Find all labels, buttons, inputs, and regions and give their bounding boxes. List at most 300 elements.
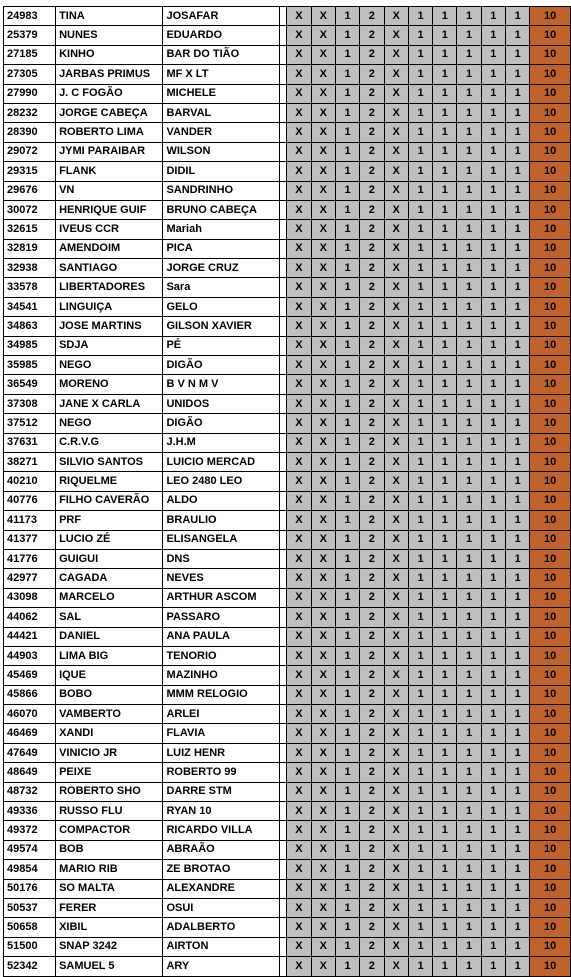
pick-cell: 1 xyxy=(335,918,359,937)
pick-cell: X xyxy=(287,336,311,355)
entry-name-a: LUCIO ZÉ xyxy=(56,530,163,549)
pick-cell: 1 xyxy=(335,840,359,859)
pick-cell: 1 xyxy=(457,666,481,685)
pick-cell: X xyxy=(287,84,311,103)
pick-cell: 2 xyxy=(360,821,384,840)
pick-cell: X xyxy=(311,356,335,375)
pick-cell: X xyxy=(311,802,335,821)
entry-name-b: PASSARO xyxy=(163,608,280,627)
pick-cell: X xyxy=(384,511,408,530)
pick-cell: 1 xyxy=(335,511,359,530)
pick-cell: 1 xyxy=(505,452,529,471)
entry-name-b: MICHELE xyxy=(163,84,280,103)
pick-cell: 1 xyxy=(408,433,432,452)
entry-name-a: RUSSO FLU xyxy=(56,802,163,821)
pick-cell: 1 xyxy=(457,181,481,200)
column-separator xyxy=(280,705,287,724)
pick-cell: 2 xyxy=(360,297,384,316)
pick-cell: X xyxy=(384,259,408,278)
pick-cell: 2 xyxy=(360,452,384,471)
pick-cell: 1 xyxy=(481,162,505,181)
column-separator xyxy=(280,45,287,64)
table-row xyxy=(4,646,571,665)
entry-name-a: MORENO xyxy=(56,375,163,394)
pick-cell: X xyxy=(311,317,335,336)
entry-name-b: MMM RELOGIO xyxy=(163,685,280,704)
pick-cell: 1 xyxy=(505,7,529,26)
pick-cell: 1 xyxy=(433,957,457,976)
entry-name-a: ROBERTO LIMA xyxy=(56,123,163,142)
pick-cell: 1 xyxy=(408,452,432,471)
table-row xyxy=(4,743,571,762)
entry-code: 48649 xyxy=(4,763,56,782)
entry-name-b: MAZINHO xyxy=(163,666,280,685)
pick-cell: X xyxy=(287,259,311,278)
pick-cell: 1 xyxy=(335,666,359,685)
pick-cell: 1 xyxy=(408,782,432,801)
total-cell: 10 xyxy=(530,879,571,898)
total-cell: 10 xyxy=(530,7,571,26)
pick-cell: 1 xyxy=(481,666,505,685)
pick-cell: X xyxy=(384,860,408,879)
entry-code: 50658 xyxy=(4,918,56,937)
pick-cell: 1 xyxy=(408,162,432,181)
entry-name-a: FILHO CAVERÃO xyxy=(56,491,163,510)
pick-cell: 1 xyxy=(505,879,529,898)
pick-cell: 1 xyxy=(457,356,481,375)
pick-cell: X xyxy=(311,666,335,685)
pick-cell: 1 xyxy=(408,627,432,646)
pick-cell: 2 xyxy=(360,84,384,103)
column-separator xyxy=(280,530,287,549)
table-row xyxy=(4,7,571,26)
pick-cell: 2 xyxy=(360,608,384,627)
table-row xyxy=(4,297,571,316)
pick-cell: 1 xyxy=(433,879,457,898)
entry-name-b: FLAVIA xyxy=(163,724,280,743)
entry-code: 27185 xyxy=(4,45,56,64)
pick-cell: 1 xyxy=(433,472,457,491)
entry-code: 30072 xyxy=(4,200,56,219)
pick-cell: 1 xyxy=(481,220,505,239)
pick-cell: 1 xyxy=(505,259,529,278)
total-cell: 10 xyxy=(530,821,571,840)
total-cell: 10 xyxy=(530,181,571,200)
pick-cell: X xyxy=(384,7,408,26)
pick-cell: X xyxy=(384,200,408,219)
table-row xyxy=(4,103,571,122)
column-separator xyxy=(280,879,287,898)
pick-cell: X xyxy=(311,724,335,743)
table-row xyxy=(4,433,571,452)
column-separator xyxy=(280,627,287,646)
table-row xyxy=(4,937,571,956)
entry-name-a: NEGO xyxy=(56,414,163,433)
pick-cell: X xyxy=(384,84,408,103)
pick-cell: 1 xyxy=(481,491,505,510)
pick-cell: X xyxy=(311,200,335,219)
pick-cell: X xyxy=(384,840,408,859)
pick-cell: X xyxy=(287,452,311,471)
column-separator xyxy=(280,918,287,937)
pick-cell: 1 xyxy=(433,666,457,685)
pick-cell: 1 xyxy=(505,549,529,568)
pick-cell: 1 xyxy=(481,918,505,937)
pick-cell: 1 xyxy=(335,26,359,45)
pick-cell: 1 xyxy=(505,743,529,762)
column-separator xyxy=(280,394,287,413)
pick-cell: 1 xyxy=(505,84,529,103)
entry-code: 50176 xyxy=(4,879,56,898)
total-cell: 10 xyxy=(530,200,571,219)
pick-cell: 1 xyxy=(408,491,432,510)
column-separator xyxy=(280,103,287,122)
pick-cell: 1 xyxy=(481,123,505,142)
column-separator xyxy=(280,937,287,956)
column-separator xyxy=(280,957,287,976)
table-row xyxy=(4,394,571,413)
total-cell: 10 xyxy=(530,608,571,627)
pick-cell: X xyxy=(384,220,408,239)
entry-code: 36549 xyxy=(4,375,56,394)
pick-cell: 2 xyxy=(360,763,384,782)
pick-cell: X xyxy=(311,608,335,627)
table-row xyxy=(4,45,571,64)
pick-cell: 1 xyxy=(335,297,359,316)
pick-cell: 1 xyxy=(335,588,359,607)
pick-cell: 1 xyxy=(457,220,481,239)
pick-cell: 1 xyxy=(433,608,457,627)
pick-cell: 2 xyxy=(360,123,384,142)
pick-cell: 1 xyxy=(335,394,359,413)
pick-cell: 1 xyxy=(481,394,505,413)
table-row xyxy=(4,278,571,297)
entry-name-b: DNS xyxy=(163,549,280,568)
entry-code: 44903 xyxy=(4,646,56,665)
pick-cell: X xyxy=(287,937,311,956)
column-separator xyxy=(280,297,287,316)
table-row xyxy=(4,685,571,704)
pick-cell: 1 xyxy=(457,898,481,917)
entry-code: 46469 xyxy=(4,724,56,743)
pick-cell: 1 xyxy=(408,297,432,316)
pick-cell: X xyxy=(384,957,408,976)
pick-cell: X xyxy=(384,123,408,142)
entry-name-a: DANIEL xyxy=(56,627,163,646)
entry-code: 29315 xyxy=(4,162,56,181)
pick-cell: 1 xyxy=(505,45,529,64)
pick-cell: 1 xyxy=(408,394,432,413)
pick-cell: 1 xyxy=(481,763,505,782)
pick-cell: X xyxy=(287,103,311,122)
pick-cell: 1 xyxy=(408,549,432,568)
pick-cell: 1 xyxy=(505,375,529,394)
column-separator xyxy=(280,181,287,200)
table-row xyxy=(4,239,571,258)
entry-name-b: UNIDOS xyxy=(163,394,280,413)
pick-cell: X xyxy=(311,743,335,762)
pick-cell: 1 xyxy=(505,588,529,607)
pick-cell: 1 xyxy=(457,336,481,355)
pick-cell: X xyxy=(384,685,408,704)
pick-cell: 2 xyxy=(360,802,384,821)
pick-cell: 1 xyxy=(457,511,481,530)
total-cell: 10 xyxy=(530,840,571,859)
pick-cell: X xyxy=(287,220,311,239)
pick-cell: 1 xyxy=(408,317,432,336)
pick-cell: 1 xyxy=(481,782,505,801)
pick-cell: 1 xyxy=(505,433,529,452)
entry-code: 35985 xyxy=(4,356,56,375)
total-cell: 10 xyxy=(530,65,571,84)
pick-cell: X xyxy=(311,123,335,142)
table-row xyxy=(4,860,571,879)
pick-cell: X xyxy=(384,26,408,45)
entry-code: 37631 xyxy=(4,433,56,452)
pick-cell: 1 xyxy=(433,433,457,452)
pick-cell: 1 xyxy=(457,937,481,956)
pick-cell: 2 xyxy=(360,511,384,530)
entry-name-a: SAL xyxy=(56,608,163,627)
pick-cell: X xyxy=(384,394,408,413)
entry-code: 29676 xyxy=(4,181,56,200)
pick-cell: X xyxy=(287,549,311,568)
pick-cell: 1 xyxy=(505,957,529,976)
pick-cell: X xyxy=(287,26,311,45)
pick-cell: 1 xyxy=(505,918,529,937)
pick-cell: X xyxy=(384,763,408,782)
entry-code: 34541 xyxy=(4,297,56,316)
pick-cell: 1 xyxy=(457,162,481,181)
pick-cell: X xyxy=(287,782,311,801)
entry-code: 45469 xyxy=(4,666,56,685)
pick-cell: X xyxy=(287,957,311,976)
pick-cell: 1 xyxy=(408,181,432,200)
pick-cell: 1 xyxy=(335,45,359,64)
pick-cell: 1 xyxy=(335,142,359,161)
pick-cell: 1 xyxy=(505,763,529,782)
pick-cell: 1 xyxy=(433,394,457,413)
pick-cell: 1 xyxy=(481,937,505,956)
pick-cell: 1 xyxy=(505,278,529,297)
pick-cell: 1 xyxy=(335,200,359,219)
total-cell: 10 xyxy=(530,239,571,258)
entry-name-b: ANA PAULA xyxy=(163,627,280,646)
pick-cell: 1 xyxy=(408,763,432,782)
entry-code: 29072 xyxy=(4,142,56,161)
column-separator xyxy=(280,743,287,762)
pick-cell: 1 xyxy=(481,452,505,471)
column-separator xyxy=(280,472,287,491)
pick-cell: 1 xyxy=(505,666,529,685)
pick-cell: 1 xyxy=(481,569,505,588)
table-row xyxy=(4,472,571,491)
pick-cell: 1 xyxy=(457,45,481,64)
table-row xyxy=(4,879,571,898)
pick-cell: 1 xyxy=(335,123,359,142)
pick-cell: X xyxy=(287,511,311,530)
entry-name-b: DARRE STM xyxy=(163,782,280,801)
entry-name-b: DIDIL xyxy=(163,162,280,181)
total-cell: 10 xyxy=(530,26,571,45)
pick-cell: 1 xyxy=(457,705,481,724)
pick-cell: 1 xyxy=(505,200,529,219)
pick-cell: 1 xyxy=(408,356,432,375)
entry-name-a: VAMBERTO xyxy=(56,705,163,724)
pick-cell: 1 xyxy=(481,278,505,297)
column-separator xyxy=(280,569,287,588)
entry-name-a: AMENDOIM xyxy=(56,239,163,258)
entry-name-a: J. C FOGÃO xyxy=(56,84,163,103)
pick-cell: 1 xyxy=(457,569,481,588)
column-separator xyxy=(280,336,287,355)
entry-code: 49372 xyxy=(4,821,56,840)
entry-name-a: SAMUEL 5 xyxy=(56,957,163,976)
pick-cell: 1 xyxy=(433,763,457,782)
pick-cell: X xyxy=(287,491,311,510)
entry-name-a: LIBERTADORES xyxy=(56,278,163,297)
pick-cell: 2 xyxy=(360,840,384,859)
entry-code: 28390 xyxy=(4,123,56,142)
entry-name-a: JOSE MARTINS xyxy=(56,317,163,336)
pick-cell: 1 xyxy=(335,937,359,956)
total-cell: 10 xyxy=(530,666,571,685)
pick-cell: 1 xyxy=(335,569,359,588)
pick-cell: 1 xyxy=(505,627,529,646)
pick-cell: X xyxy=(287,356,311,375)
column-separator xyxy=(280,782,287,801)
entry-name-a: HENRIQUE GUIF xyxy=(56,200,163,219)
pick-cell: 2 xyxy=(360,549,384,568)
pick-cell: 1 xyxy=(408,666,432,685)
pick-cell: 1 xyxy=(457,414,481,433)
pick-cell: X xyxy=(384,181,408,200)
pick-cell: 2 xyxy=(360,336,384,355)
pick-cell: X xyxy=(311,220,335,239)
entry-name-b: B V N M V xyxy=(163,375,280,394)
entry-name-b: BAR DO TIÃO xyxy=(163,45,280,64)
entry-name-b: GILSON XAVIER xyxy=(163,317,280,336)
pick-cell: 1 xyxy=(335,7,359,26)
entry-code: 25379 xyxy=(4,26,56,45)
entry-name-b: LUICIO MERCAD xyxy=(163,452,280,471)
pick-cell: 2 xyxy=(360,957,384,976)
pick-cell: X xyxy=(287,181,311,200)
pick-cell: 1 xyxy=(335,782,359,801)
pick-cell: X xyxy=(311,821,335,840)
total-cell: 10 xyxy=(530,646,571,665)
entry-name-a: JYMI PARAIBAR xyxy=(56,142,163,161)
pick-cell: 1 xyxy=(481,103,505,122)
pick-cell: 1 xyxy=(335,317,359,336)
pick-cell: 1 xyxy=(505,646,529,665)
pick-cell: 1 xyxy=(408,45,432,64)
table-row xyxy=(4,259,571,278)
pick-cell: X xyxy=(384,898,408,917)
pick-cell: 1 xyxy=(457,879,481,898)
table-row xyxy=(4,569,571,588)
pick-cell: 1 xyxy=(505,898,529,917)
pick-cell: 1 xyxy=(457,840,481,859)
pick-cell: 1 xyxy=(505,821,529,840)
pick-cell: 1 xyxy=(433,103,457,122)
pick-cell: 1 xyxy=(408,103,432,122)
pick-cell: 1 xyxy=(335,530,359,549)
pick-cell: 1 xyxy=(481,549,505,568)
pick-cell: X xyxy=(311,549,335,568)
pick-cell: 1 xyxy=(433,898,457,917)
results-table xyxy=(3,6,571,977)
pick-cell: 1 xyxy=(433,259,457,278)
pick-cell: 1 xyxy=(457,860,481,879)
pick-cell: 1 xyxy=(505,840,529,859)
pick-cell: 1 xyxy=(335,259,359,278)
entry-name-b: ABRAÃO xyxy=(163,840,280,859)
pick-cell: 1 xyxy=(481,957,505,976)
entry-code: 50537 xyxy=(4,898,56,917)
entry-code: 40776 xyxy=(4,491,56,510)
pick-cell: X xyxy=(384,549,408,568)
entry-name-a: VINICIO JR xyxy=(56,743,163,762)
pick-cell: 1 xyxy=(408,860,432,879)
pick-cell: X xyxy=(287,472,311,491)
pick-cell: X xyxy=(311,898,335,917)
pick-cell: X xyxy=(311,414,335,433)
pick-cell: 1 xyxy=(433,297,457,316)
pick-cell: 1 xyxy=(457,627,481,646)
table-row xyxy=(4,898,571,917)
pick-cell: 1 xyxy=(505,472,529,491)
pick-cell: 1 xyxy=(505,162,529,181)
pick-cell: X xyxy=(384,782,408,801)
pick-cell: 1 xyxy=(408,239,432,258)
pick-cell: 1 xyxy=(433,569,457,588)
pick-cell: 1 xyxy=(457,957,481,976)
table-row xyxy=(4,608,571,627)
pick-cell: 1 xyxy=(335,724,359,743)
total-cell: 10 xyxy=(530,898,571,917)
pick-cell: X xyxy=(384,588,408,607)
pick-cell: 1 xyxy=(433,200,457,219)
total-cell: 10 xyxy=(530,472,571,491)
pick-cell: 1 xyxy=(457,491,481,510)
entry-name-b: Sara xyxy=(163,278,280,297)
pick-cell: 1 xyxy=(481,259,505,278)
pick-cell: X xyxy=(311,646,335,665)
pick-cell: 1 xyxy=(408,511,432,530)
entry-name-b: BARVAL xyxy=(163,103,280,122)
pick-cell: 1 xyxy=(433,588,457,607)
pick-cell: 2 xyxy=(360,724,384,743)
pick-cell: 1 xyxy=(457,782,481,801)
pick-cell: 1 xyxy=(335,957,359,976)
pick-cell: X xyxy=(287,879,311,898)
entry-name-b: ARLEI xyxy=(163,705,280,724)
pick-cell: X xyxy=(311,7,335,26)
pick-cell: 1 xyxy=(457,278,481,297)
table-row xyxy=(4,123,571,142)
pick-cell: 1 xyxy=(408,724,432,743)
pick-cell: 1 xyxy=(457,26,481,45)
pick-cell: 1 xyxy=(481,356,505,375)
total-cell: 10 xyxy=(530,162,571,181)
pick-cell: X xyxy=(384,278,408,297)
entry-code: 32819 xyxy=(4,239,56,258)
pick-cell: X xyxy=(311,278,335,297)
pick-cell: X xyxy=(311,472,335,491)
pick-cell: 1 xyxy=(335,821,359,840)
pick-cell: 1 xyxy=(433,65,457,84)
